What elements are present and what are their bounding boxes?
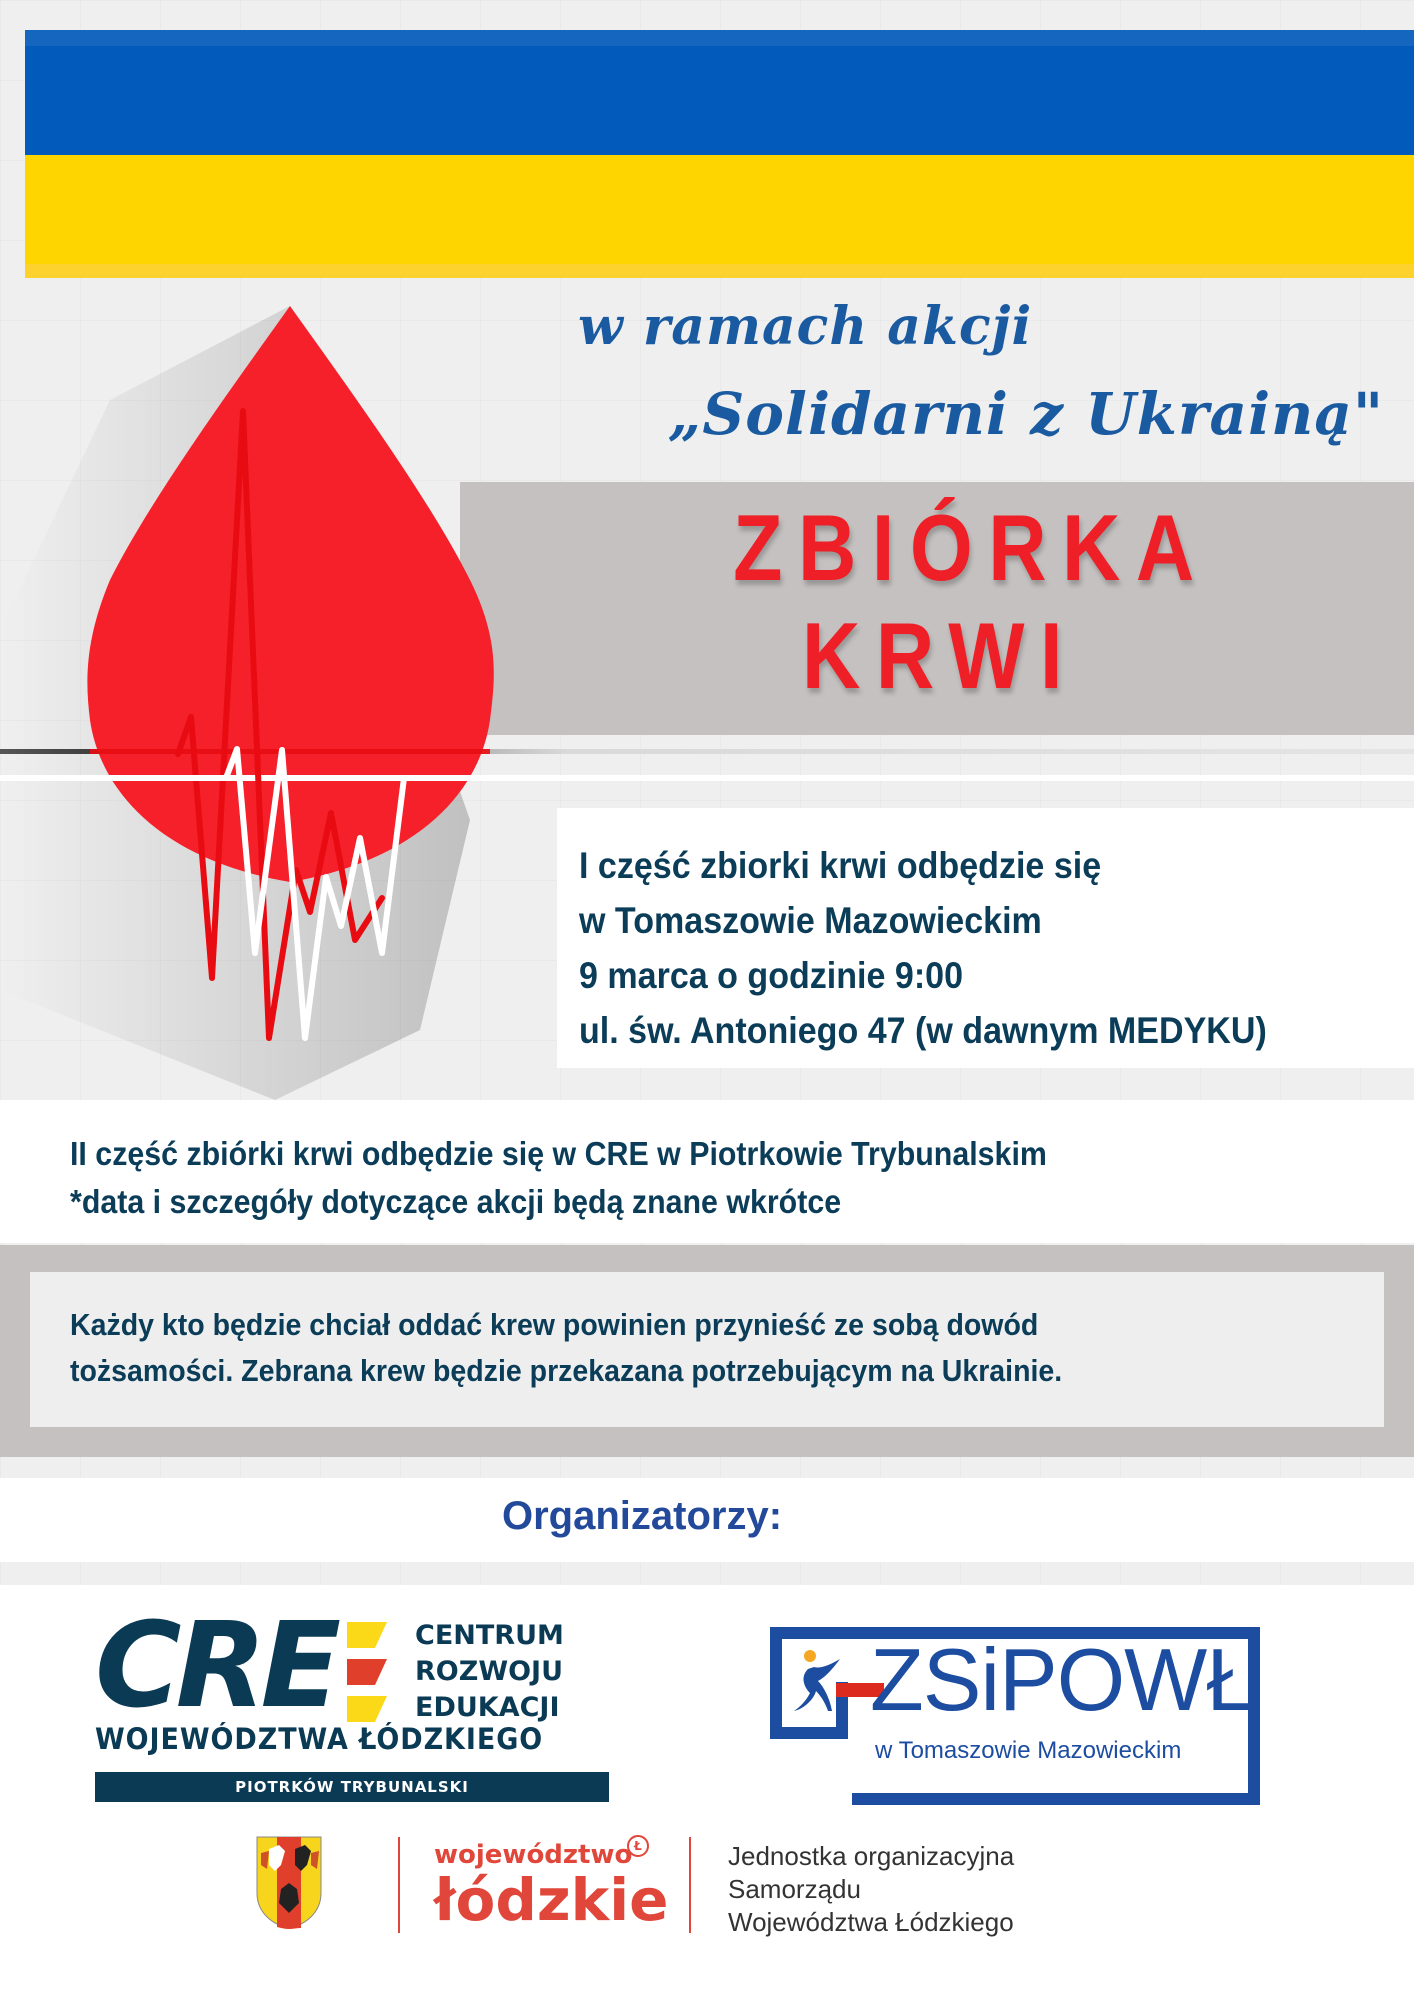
notice-band: [0, 1245, 1414, 1457]
jednostka-line: Jednostka organizacyjna: [728, 1841, 1015, 1871]
cre-stripes-icon: [347, 1622, 387, 1722]
logos-area: [0, 1585, 1414, 2000]
cre-side-line: CENTRUM: [415, 1620, 564, 1651]
title-line-1: ZBIÓRKA: [733, 495, 1210, 600]
logo-divider: [398, 1837, 400, 1933]
ukraine-flag: [25, 30, 1414, 278]
organizers-band: [0, 1478, 1414, 1562]
part2-line: *data i szczegóły dotyczące akcji będą znane wkrótce: [70, 1183, 842, 1220]
part1-info-box: [557, 808, 1414, 1068]
lodz-coat-of-arms-icon: [255, 1835, 323, 1930]
cre-side-line: EDUKACJI: [415, 1692, 560, 1723]
part1-line: I część zbiorki krwi odbędzie się: [579, 845, 1102, 886]
cre-logo: [95, 1596, 615, 1810]
notice-box: [30, 1272, 1384, 1427]
zsipowl-subtitle: w Tomaszowie Mazowieckim: [875, 1737, 1182, 1764]
notice-line: Każdy kto będzie chciał oddać krew powinien przynieść ze sobą dowód: [70, 1307, 1039, 1342]
flag-yellow-stripe: [25, 155, 1414, 278]
part1-line: ul. św. Antoniego 47 (w dawnym MEDYKU): [579, 1010, 1267, 1051]
part2-text: [70, 1130, 1047, 1226]
campaign-name: „Solidarni z Ukrainą": [668, 380, 1385, 448]
cre-acronym: CRE: [95, 1596, 336, 1734]
jednostka-text: [728, 1840, 1014, 1939]
jednostka-line: Województwa Łódzkiego: [728, 1907, 1014, 1937]
title-line-2: KRWI: [801, 603, 1078, 708]
lodzkie-label: łódzkie: [434, 1866, 669, 1934]
part1-text: [579, 838, 1267, 1058]
cre-city-bar: PIOTRKÓW TRYBUNALSKI: [95, 1772, 609, 1802]
logo-divider: [689, 1837, 691, 1933]
part2-info-band: [0, 1100, 1414, 1243]
cre-side-line: ROZWOJU: [415, 1656, 564, 1687]
jednostka-line: Samorządu: [728, 1874, 861, 1904]
blood-drop-heartbeat-icon: [0, 300, 580, 1100]
wojewodztwo-label: województwo: [434, 1840, 633, 1870]
organizers-heading: Organizatorzy:: [501, 1494, 783, 1538]
flag-blue-stripe: [25, 30, 1414, 155]
lodzkie-badge-icon: Ł: [627, 1835, 649, 1857]
part1-line: w Tomaszowie Mazowieckim: [579, 900, 1042, 941]
zsipowl-name: ZSiPOWŁ: [870, 1630, 1255, 1729]
title-band: [460, 482, 1414, 735]
cre-side-text: [415, 1618, 564, 1726]
cre-region: WOJEWÓDZTWA ŁÓDZKIEGO: [95, 1722, 544, 1756]
part2-line: II część zbiórki krwi odbędzie się w CRE w Piotrkowie Trybunalskim: [70, 1135, 1047, 1172]
notice-line: tożsamości. Zebrana krew będzie przekazana potrzebującym na Ukrainie.: [70, 1353, 1063, 1388]
campaign-intro: w ramach akcji: [578, 296, 1033, 357]
part1-line: 9 marca o godzinie 9:00: [579, 955, 964, 996]
notice-text: [70, 1302, 1062, 1394]
zsipowl-logo: [770, 1607, 1300, 1807]
